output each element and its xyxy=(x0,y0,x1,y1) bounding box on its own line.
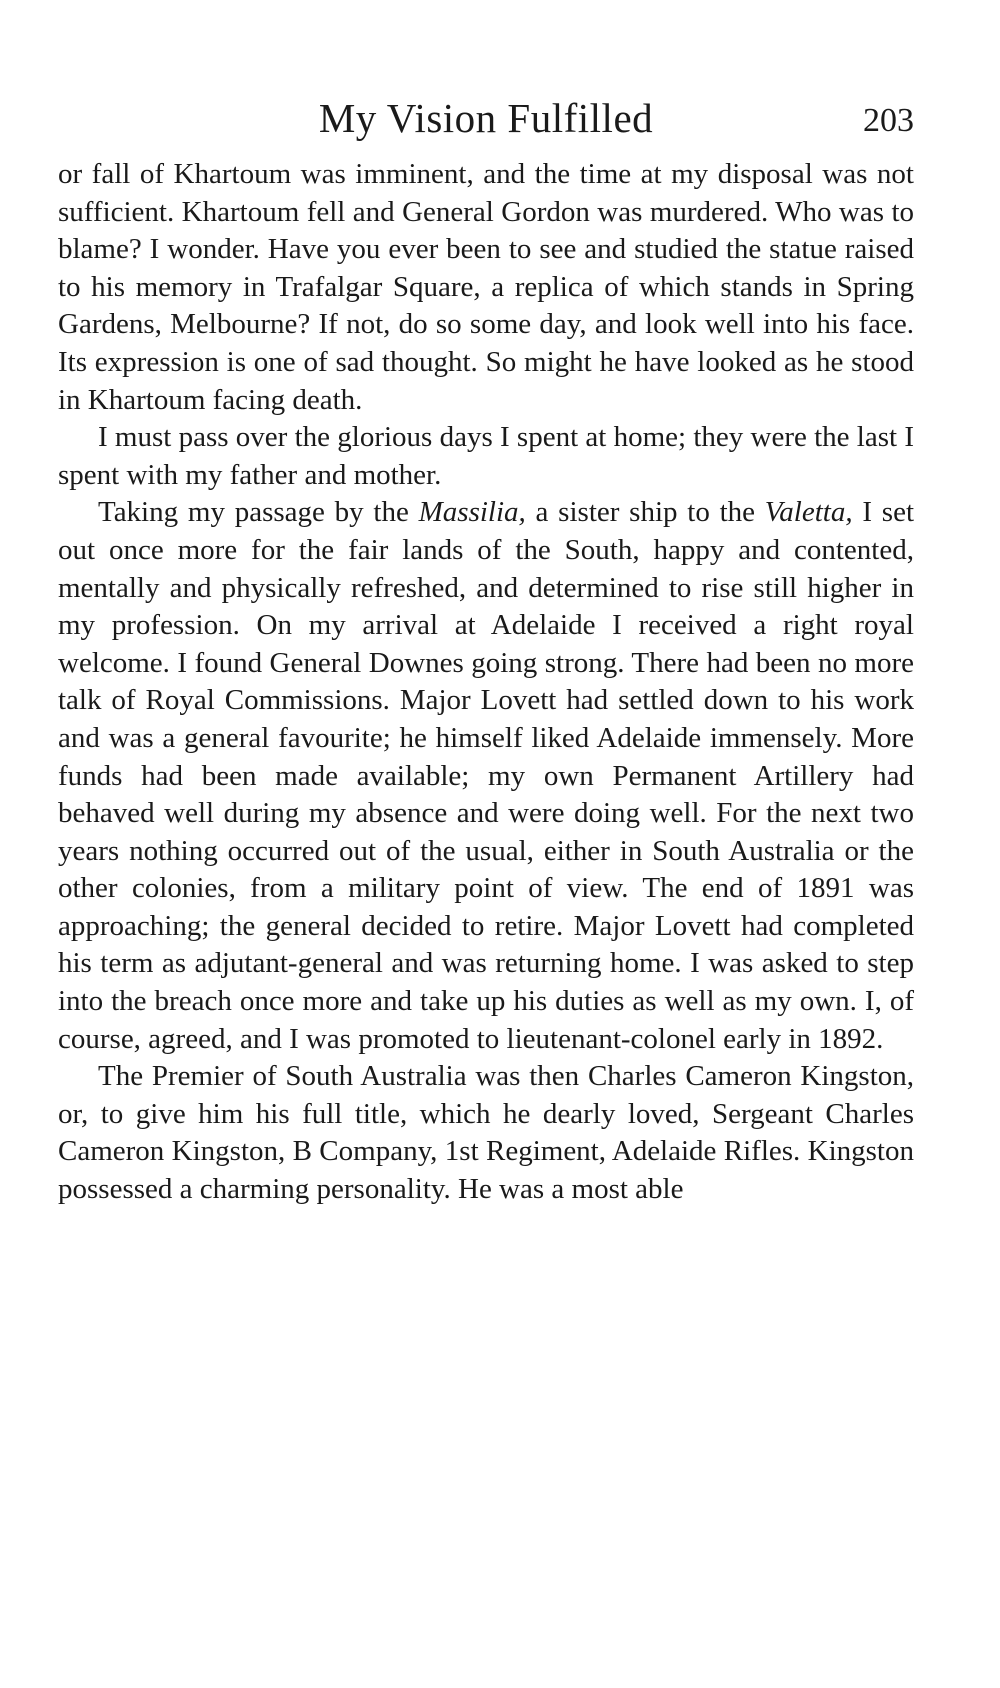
page-number: 203 xyxy=(863,102,914,139)
paragraph-3-text-b: a sister ship to the xyxy=(525,496,765,529)
running-head xyxy=(58,90,914,156)
ship-name-massilia: Massilia, xyxy=(418,496,526,529)
paragraph-3-text-a: Taking my passage by the xyxy=(98,496,419,529)
paragraph-3-text-c: I set out once more for the fair lands of the South, happy and contented, mentally and physically refreshed, and determined to rise still higher in my profession. On my arrival at Adelaide I received a right royal welcome. I found General Downes going strong. There had been no more talk of Royal Commissions. Major Lovett had settled down to his work and was a general favourite; he himself liked Adelaide immensely. More funds had been made available; my own Permanent Artillery had behaved well during my absence and were doing well. For the next two years nothing occurred out of the usual, either in South Australia or the other colonies, from a military point of view. The end of 1891 was approaching; the general decided to retire. Major Lovett had completed his term as adjutant-general and was returning home. I was asked to step into the breach once more and take up his duties as well as my own. I, of course, agreed, and I was promoted to lieutenant-colonel early in 1892. xyxy=(58,496,914,1055)
ship-name-valetta: Valetta, xyxy=(764,496,853,529)
body-text xyxy=(58,156,914,1209)
paragraph-2: I must pass over the glorious days I spent at home; they were the last I spent with my father and mother. xyxy=(58,421,914,491)
paragraph-3 xyxy=(58,494,914,1058)
paragraph-1: or fall of Khartoum was imminent, and the time at my disposal was not sufficient. Khartoum fell and General Gordon was murdered. Who was to blame? I wonder. Have you ever been to see and studied the statue raised to his memory in Trafalgar Square, a replica of which stands in Spring Gardens, Melbourne? If not, do so some day, and look well into his face. Its expression is one of sad thought. So might he have looked as he stood in Khartoum facing death. xyxy=(58,158,914,416)
paragraph-4: The Premier of South Australia was then Charles Cameron Kingston, or, to give him his full title, which he dearly loved, Sergeant Charles Cameron Kingston, B Company, 1st Regiment, Adelaide Rifles. Kingston possessed a charming personality. He was a most able xyxy=(58,1060,914,1206)
book-page xyxy=(58,90,914,1209)
running-title: My Vision Fulfilled xyxy=(318,95,654,141)
